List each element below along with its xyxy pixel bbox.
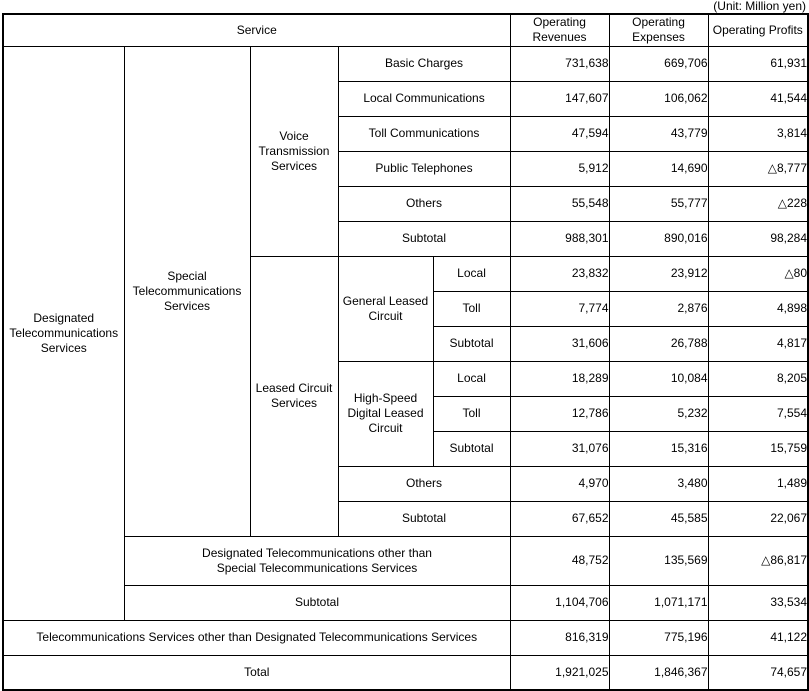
profits-value: △80 — [708, 256, 808, 291]
row-label-toll-communications: Toll Communications — [338, 116, 510, 151]
row-label-designated-subtotal: Subtotal — [124, 585, 510, 620]
unit-note: (Unit: Million yen) — [713, 0, 806, 13]
expenses-value: 106,062 — [609, 81, 708, 116]
profits-value: 4,898 — [708, 291, 808, 326]
table-row — [3, 536, 808, 585]
expenses-value: 135,569 — [609, 536, 708, 585]
revenues-value: 23,832 — [510, 256, 609, 291]
expenses-value: 775,196 — [609, 620, 708, 655]
revenues-value: 67,652 — [510, 501, 609, 536]
revenues-value: 48,752 — [510, 536, 609, 585]
group-designated-telecom-services: Designated Telecommunications Services — [3, 46, 124, 620]
expenses-value: 1,071,171 — [609, 585, 708, 620]
row-label-public-telephones: Public Telephones — [338, 151, 510, 186]
header-operating-revenues: Operating Revenues — [510, 14, 609, 46]
row-label-others: Others — [338, 186, 510, 221]
profits-value: 41,122 — [708, 620, 808, 655]
header-operating-profits: Operating Profits — [708, 14, 808, 46]
profits-value: 15,759 — [708, 431, 808, 466]
row-label-voice-subtotal: Subtotal — [338, 221, 510, 256]
group-special-telecom-services: Special Telecommunications Services — [124, 46, 250, 536]
revenues-value: 12,786 — [510, 396, 609, 431]
expenses-value: 55,777 — [609, 186, 708, 221]
group-high-speed-digital-leased-circuit: High-Speed Digital Leased Circuit — [338, 361, 433, 466]
profits-value: △8,777 — [708, 151, 808, 186]
expenses-value: 3,480 — [609, 466, 708, 501]
profits-value: △228 — [708, 186, 808, 221]
profits-value: 7,554 — [708, 396, 808, 431]
group-general-leased-circuit: General Leased Circuit — [338, 256, 433, 361]
row-label-leased-others: Others — [338, 466, 510, 501]
header-service: Service — [3, 14, 510, 46]
expenses-value: 1,846,367 — [609, 655, 708, 690]
expenses-value: 23,912 — [609, 256, 708, 291]
profits-value: △86,817 — [708, 536, 808, 585]
header-row — [3, 14, 808, 46]
row-label-general-local: Local — [433, 256, 510, 291]
row-label-leased-subtotal: Subtotal — [338, 501, 510, 536]
revenues-value: 7,774 — [510, 291, 609, 326]
row-label-designated-other-than-special — [124, 536, 510, 585]
revenues-value: 4,970 — [510, 466, 609, 501]
expenses-value: 669,706 — [609, 46, 708, 81]
expenses-value: 15,316 — [609, 431, 708, 466]
revenues-value: 47,594 — [510, 116, 609, 151]
revenues-value: 147,607 — [510, 81, 609, 116]
expenses-value: 5,232 — [609, 396, 708, 431]
table-row — [3, 585, 808, 620]
row-label-text: Designated Telecommunications other than Special Telecommunications Services — [202, 545, 432, 575]
profits-value: 33,534 — [708, 585, 808, 620]
revenues-value: 731,638 — [510, 46, 609, 81]
header-operating-expenses: Operating Expenses — [609, 14, 708, 46]
profits-value: 61,931 — [708, 46, 808, 81]
revenues-value: 55,548 — [510, 186, 609, 221]
revenues-value: 18,289 — [510, 361, 609, 396]
row-label-basic-charges: Basic Charges — [338, 46, 510, 81]
profits-value: 22,067 — [708, 501, 808, 536]
table-row — [3, 46, 808, 81]
row-label-general-subtotal: Subtotal — [433, 326, 510, 361]
group-leased-circuit-services: Leased Circuit Services — [250, 256, 338, 536]
profits-value: 4,817 — [708, 326, 808, 361]
services-financial-table — [2, 13, 809, 691]
expenses-value: 43,779 — [609, 116, 708, 151]
profits-value: 1,489 — [708, 466, 808, 501]
row-label-total: Total — [3, 655, 510, 690]
profits-value: 3,814 — [708, 116, 808, 151]
expenses-value: 10,084 — [609, 361, 708, 396]
expenses-value: 26,788 — [609, 326, 708, 361]
profits-value: 8,205 — [708, 361, 808, 396]
expenses-value: 2,876 — [609, 291, 708, 326]
revenues-value: 988,301 — [510, 221, 609, 256]
table-row — [3, 655, 808, 690]
row-label-local-communications: Local Communications — [338, 81, 510, 116]
revenues-value: 816,319 — [510, 620, 609, 655]
profits-value: 41,544 — [708, 81, 808, 116]
row-label-highspeed-subtotal: Subtotal — [433, 431, 510, 466]
group-voice-transmission-services: Voice Transmission Services — [250, 46, 338, 256]
table-row — [3, 620, 808, 655]
row-label-highspeed-local: Local — [433, 361, 510, 396]
revenues-value: 1,104,706 — [510, 585, 609, 620]
expenses-value: 14,690 — [609, 151, 708, 186]
revenues-value: 31,606 — [510, 326, 609, 361]
revenues-value: 31,076 — [510, 431, 609, 466]
revenues-value: 5,912 — [510, 151, 609, 186]
profits-value: 74,657 — [708, 655, 808, 690]
profits-value: 98,284 — [708, 221, 808, 256]
revenues-value: 1,921,025 — [510, 655, 609, 690]
expenses-value: 890,016 — [609, 221, 708, 256]
row-label-highspeed-toll: Toll — [433, 396, 510, 431]
row-label-general-toll: Toll — [433, 291, 510, 326]
expenses-value: 45,585 — [609, 501, 708, 536]
row-label-telecom-other-than-designated: Telecommunications Services other than Designated Telecommunications Services — [3, 620, 510, 655]
